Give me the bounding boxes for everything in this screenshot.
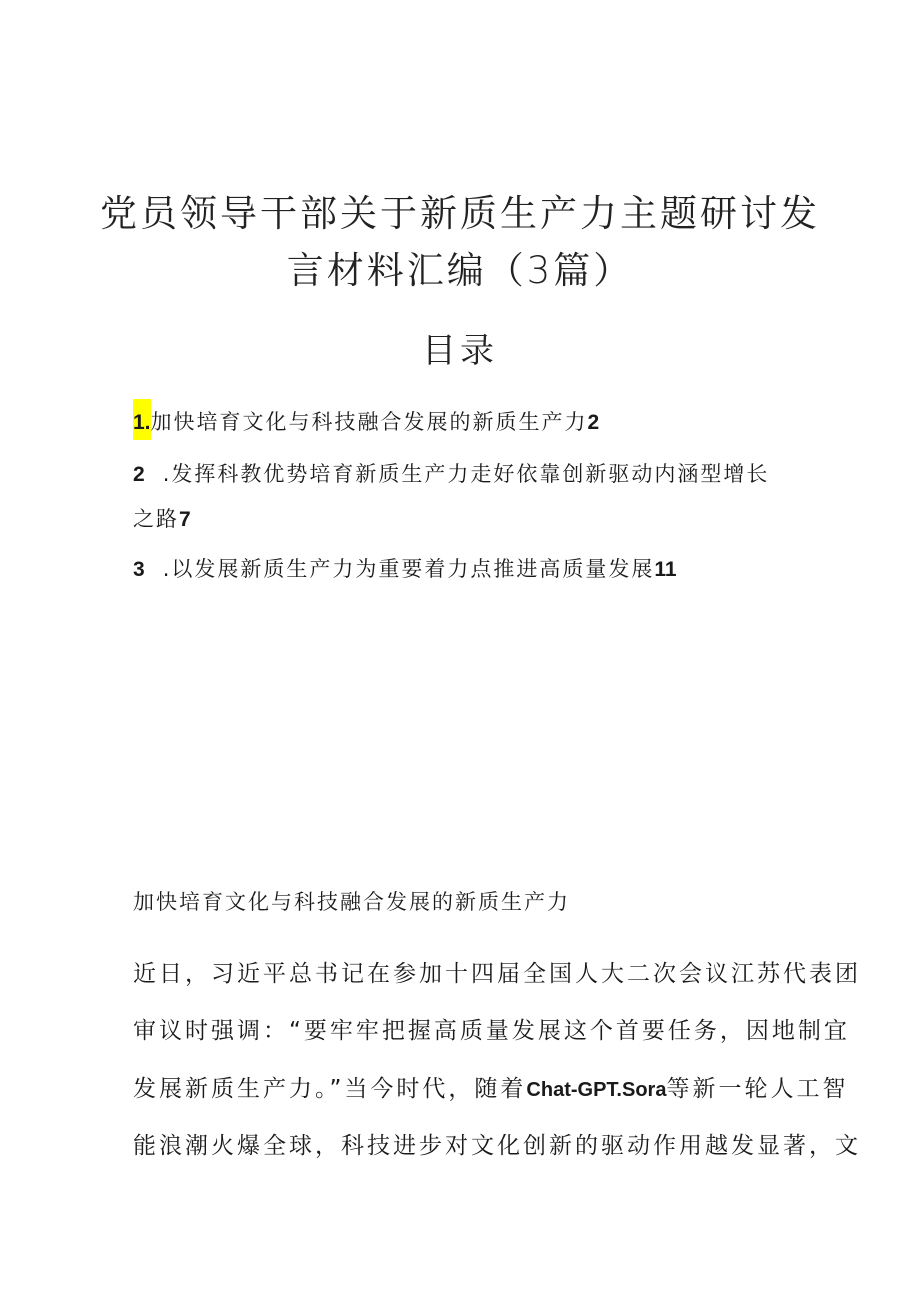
paragraph-latin-term: Chat-GPT.Sora xyxy=(526,1079,667,1101)
toc-item-3-page: 11 xyxy=(654,558,677,581)
paragraph-text: 发展新质生产力。”当今时代，随着 xyxy=(133,1076,527,1102)
toc-item-2-text-line2: 之路 xyxy=(133,507,179,531)
paragraph-line: 能浪潮火爆全球，科技进步对文化创新的驱动作用越发显著，文 xyxy=(133,1133,861,1159)
toc-item-3-text: .以发展新质生产力为重要着力点推进高质量发展 xyxy=(162,557,655,581)
document-title-line1: 党员领导干部关于新质生产力主题研讨发 xyxy=(100,192,820,235)
toc-item-3-number: 3 xyxy=(133,558,145,581)
paragraph-text: 等新一轮人工智 xyxy=(666,1076,849,1102)
document-title-line2: 言材料汇编（3篇） xyxy=(286,249,634,292)
paragraph-line: 审议时强调：“要牢牢把握高质量发展这个首要任务，因地制宜 xyxy=(133,1018,850,1044)
toc-item-1-text: 加快培育文化与科技融合发展的新质生产力 xyxy=(150,410,588,434)
section-title: 加快培育文化与科技融合发展的新质生产力 xyxy=(133,890,570,914)
toc-heading: 目录 xyxy=(422,331,498,371)
paragraph-line: 近日，习近平总书记在参加十四届全国人大二次会议江苏代表团 xyxy=(133,961,861,987)
toc-item-1[interactable] xyxy=(133,406,599,436)
toc-item-2-page: 7 xyxy=(179,508,191,531)
toc-item-2[interactable] xyxy=(133,458,769,488)
toc-item-3[interactable] xyxy=(133,553,677,583)
toc-item-2-continued[interactable] xyxy=(133,503,191,533)
toc-item-1-number: 1. xyxy=(133,399,151,440)
paragraph-line xyxy=(133,1070,848,1103)
toc-item-2-text-line1: .发挥科教优势培育新质生产力走好依靠创新驱动内涵型增长 xyxy=(162,462,770,486)
toc-item-1-page: 2 xyxy=(587,411,600,434)
toc-item-2-number: 2 xyxy=(133,463,145,486)
